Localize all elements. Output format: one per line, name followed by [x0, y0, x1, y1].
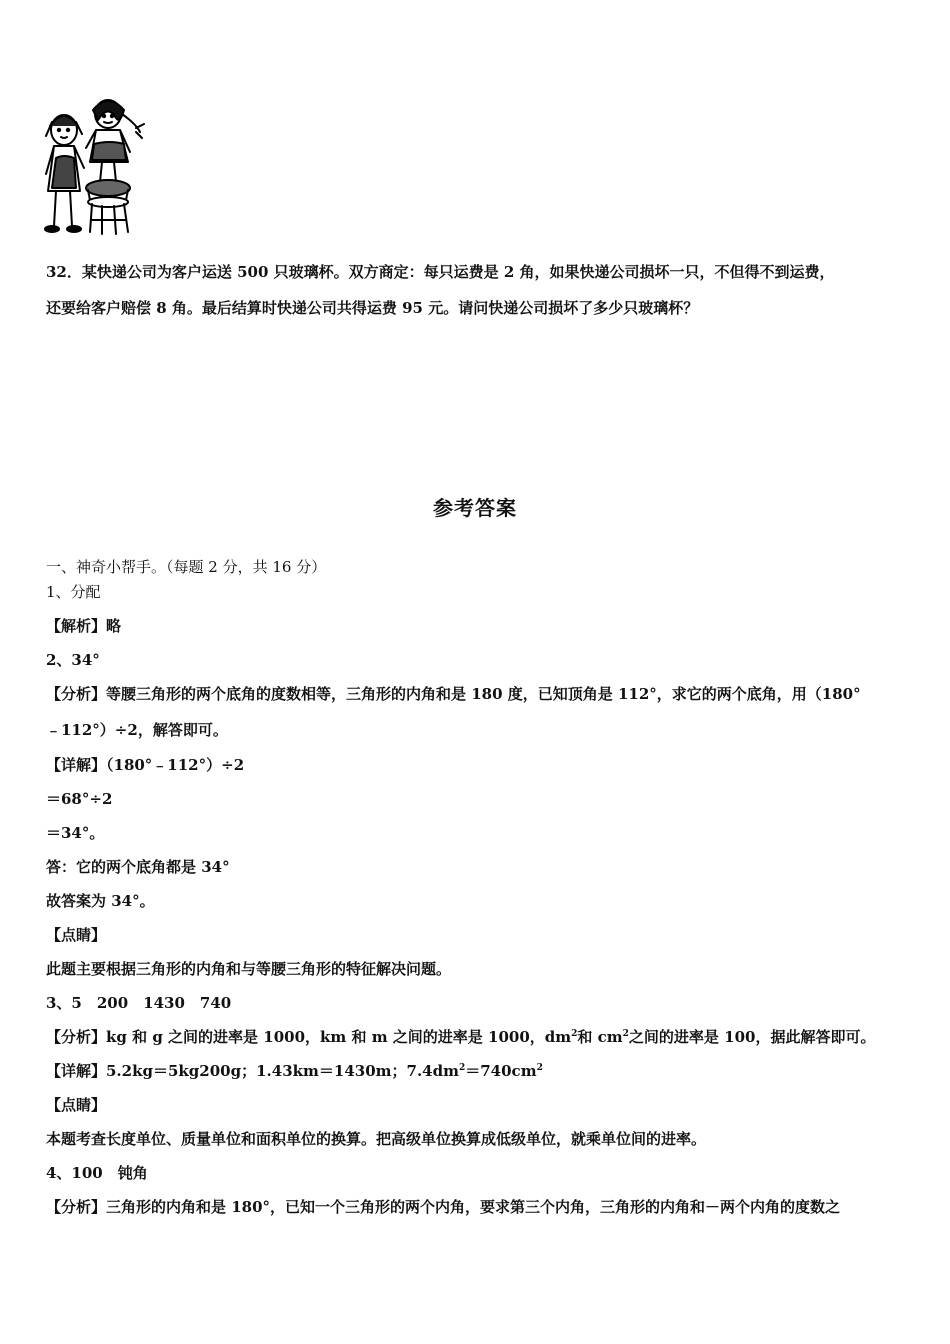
girls-illustration	[40, 96, 150, 238]
q2-point: 此题主要根据三角形的内角和与等腰三角形的特征解决问题。	[46, 960, 452, 978]
superscript-2: 2	[458, 1063, 466, 1073]
q3-detail	[46, 1061, 543, 1081]
q2-analysis-line-1: 【分析】等腰三角形的两个底角的度数相等，三角形的内角和是 180 度，已知顶角是 112°，求它的两个底角，用（180°	[46, 685, 861, 703]
q2-step-2: ＝34°。	[46, 824, 105, 842]
q3-analysis-part-2: 和 cm	[577, 1028, 623, 1046]
q3-detail-part-2: ＝740cm	[465, 1062, 537, 1080]
question-32-line-2: 还要给客户赔偿 8 角。最后结算时快递公司共得运费 95 元。请问快递公司损坏了多少只玻璃杯？	[46, 299, 699, 317]
q4-analysis: 【分析】三角形的内角和是 180°，已知一个三角形的两个内角，要求第三个内角，三角形的内角和－两个内角的度数之	[46, 1198, 841, 1216]
q3-detail-part-1: 【详解】5.2kg＝5kg200g；1.43km＝1430m；7.4dm	[46, 1062, 459, 1080]
q3-analysis-part-1: 【分析】kg 和 g 之间的进率是 1000，km 和 m 之间的进率是 1000，dm	[46, 1028, 572, 1046]
q2-reply: 答：它的两个底角都是 34°	[46, 858, 230, 876]
q2-analysis-line-2: ﹣112°）÷2，解答即可。	[46, 721, 228, 739]
q3-point-label: 【点睛】	[46, 1096, 107, 1114]
section-1-heading: 一、神奇小帮手。（每题 2 分，共 16 分）	[46, 558, 327, 576]
superscript-2: 2	[571, 1029, 578, 1039]
q2-detail: 【详解】（180°﹣112°）÷2	[46, 756, 245, 774]
q2-conclusion: 故答案为 34°。	[46, 892, 155, 910]
answers-title: 参考答案	[433, 496, 517, 520]
q1-analysis: 【解析】略	[46, 617, 122, 635]
q3-analysis	[46, 1027, 875, 1047]
question-32-line-1: 32．某快递公司为客户运送 500 只玻璃杯。双方商定：每只运费是 2 角，如果快递公司损坏一只，不但得不到运费，	[46, 263, 835, 281]
q1-answer: 1、分配	[46, 583, 101, 601]
superscript-2: 2	[536, 1063, 543, 1073]
superscript-2: 2	[622, 1029, 629, 1039]
q3-point: 本题考查长度单位、质量单位和面积单位的换算。把高级单位换算成低级单位，就乘单位间的进率。	[46, 1130, 707, 1148]
q2-answer: 2、34°	[46, 651, 100, 669]
q2-point-label: 【点睛】	[46, 926, 107, 944]
q2-step-1: ＝68°÷2	[46, 790, 113, 808]
q3-answer: 3、5 200 1430 740	[46, 994, 232, 1012]
q3-analysis-part-3: 之间的进率是 100，据此解答即可。	[628, 1028, 876, 1046]
q4-answer: 4、100 钝角	[46, 1164, 148, 1182]
